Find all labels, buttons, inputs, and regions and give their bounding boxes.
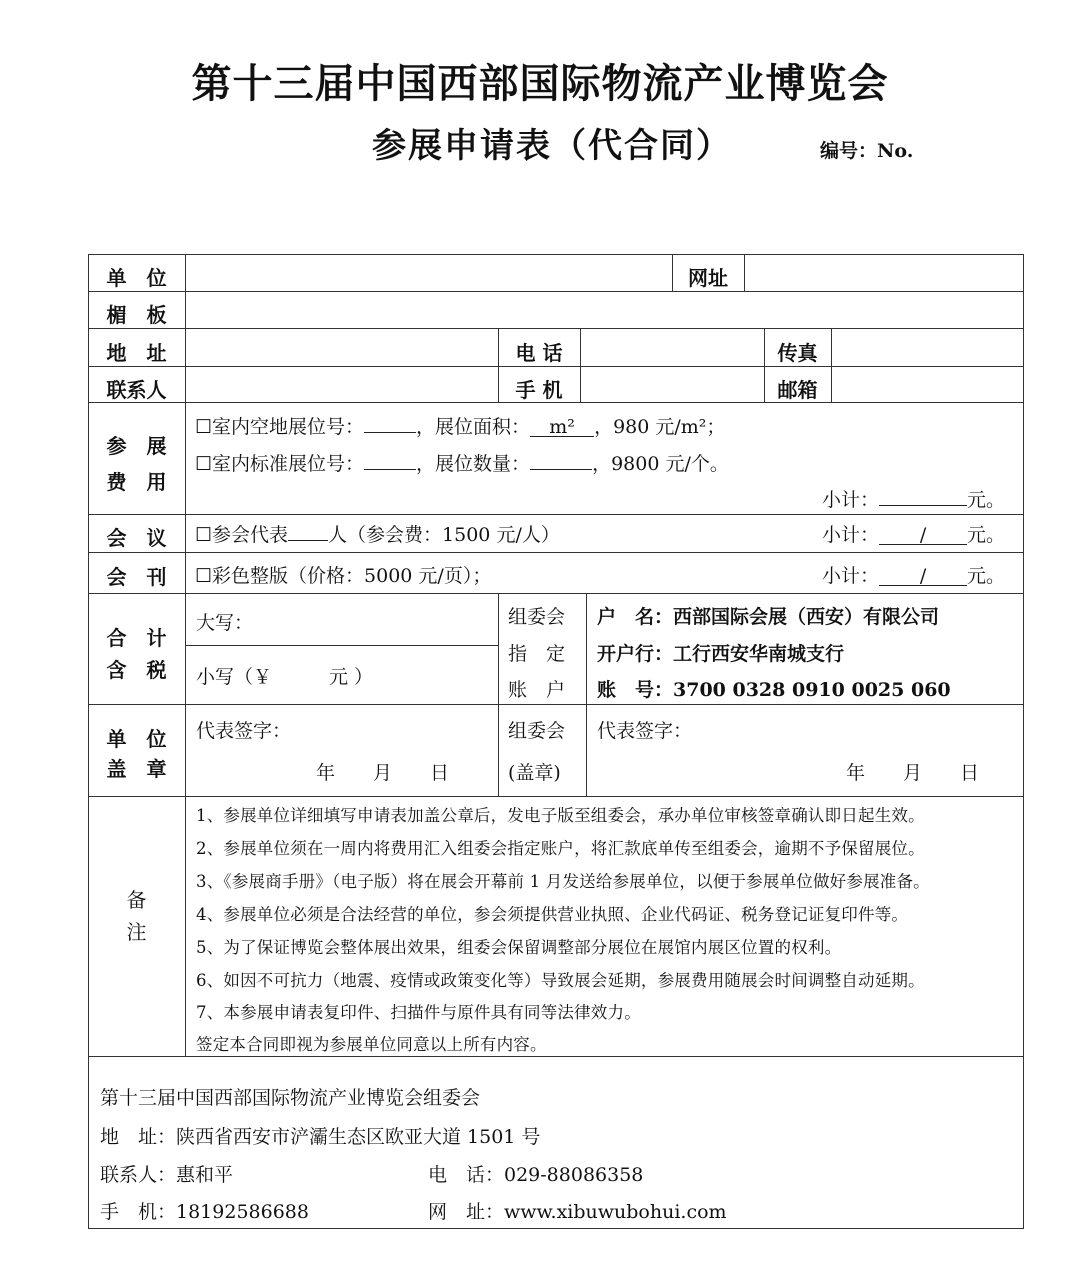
website-label: 网址 [688, 266, 728, 290]
footer-address: 地 址：陕西省西安市浐灞生态区欧亚大道 1501 号 [100, 1126, 541, 1148]
meeting-checkbox[interactable]: ☐参会代表 [195, 524, 289, 546]
remark-item: 5、为了保证博览会整体展出效果，组委会保留调整部分展位在展馆内展区位置的权利。 [196, 938, 842, 957]
address-field[interactable] [187, 330, 496, 364]
account-bank: 开户行：工行西安华南城支行 [597, 643, 845, 665]
lintel-field[interactable] [187, 293, 1021, 326]
indoor-space-booth-no[interactable] [364, 412, 416, 433]
phone-label: 电 话 [515, 341, 563, 365]
indoor-space-checkbox[interactable]: ☐室内空地展位号： [195, 416, 365, 438]
meeting-label: 会 议 [106, 526, 167, 550]
footer-phone: 电 话：029-88086358 [428, 1164, 644, 1186]
footer-organizer: 第十三届中国西部国际物流产业博览会组委会 [100, 1087, 481, 1109]
remark-item: 3、《参展商手册》（电子版）将在展会开幕前 1 月发送给参展单位，以便于参展单位做好参展准备。 [196, 872, 930, 891]
total-label-line2: 含 税 [106, 658, 167, 682]
contact-label: 联系人 [106, 378, 167, 402]
remark-item: 7、本参展申请表复印件、扫描件与原件具有同等法律效力。 [196, 1003, 641, 1022]
remark-item: 4、参展单位必须是合法经营的单位，参会须提供营业执照、企业代码证、税务登记证复印件等。 [196, 905, 909, 924]
meeting-line: ☐参会代表 人（参会费：1500 元/人） [195, 520, 560, 547]
unit-label: 单 位 [106, 266, 167, 290]
committee-sign-date: 年 月 日 [846, 762, 980, 784]
indoor-space-line: ☐室内空地展位号： ，展位面积： m² ，980 元/m²； [195, 412, 725, 439]
contact-field[interactable] [187, 368, 496, 400]
email-label: 邮箱 [777, 378, 818, 402]
journal-subtotal-field[interactable]: / [879, 565, 967, 586]
mobile-field[interactable] [582, 368, 762, 400]
serial-number-label: 编号：No. [820, 140, 914, 162]
mobile-label: 手 机 [515, 378, 563, 402]
remarks-label-line2: 注 [126, 920, 147, 944]
remark-item: 签定本合同即视为参展单位同意以上所有内容。 [196, 1035, 547, 1054]
footer-mobile: 手 机：18192586688 [100, 1201, 309, 1223]
committee-rep-signature: 代表签字： [597, 720, 693, 742]
remark-item: 6、如因不可抗力（地震、疫情或政策变化等）导致展会延期，参展费用随展会时间调整自动延期。 [196, 971, 925, 990]
lintel-label: 楣 板 [106, 303, 167, 327]
footer-website[interactable]: 网 址：www.xibuwubohui.com [428, 1201, 727, 1223]
website-field[interactable] [746, 256, 1021, 289]
fee-subtotal-field[interactable] [879, 485, 967, 506]
committee-seal-label-2: (盖章) [508, 762, 561, 784]
fee-subtotal: 小计： 元。 [822, 485, 1005, 512]
total-label-line1: 合 计 [106, 626, 167, 650]
form-subtitle: 参展申请表（代合同） [372, 126, 732, 166]
indoor-std-count[interactable] [530, 449, 592, 470]
indoor-std-booth-no[interactable] [364, 449, 416, 470]
indoor-std-line: ☐室内标准展位号： ，展位数量： ，9800 元/个。 [195, 449, 729, 476]
committee-account-label-2: 指 定 [508, 643, 566, 665]
committee-account-label-1: 组委会 [508, 606, 566, 628]
form-title: 第十三届中国西部国际物流产业博览会 [191, 60, 889, 107]
account-number: 账 号：3700 0328 0910 0025 060 [597, 679, 951, 701]
remark-item: 1、参展单位详细填写申请表加盖公章后，发电子版至组委会，承办单位审核签章确认即日起生效。 [196, 806, 925, 825]
fax-field[interactable] [833, 330, 1021, 364]
seal-label-line1: 单 位 [106, 727, 167, 751]
remarks-label-line1: 备 [126, 888, 147, 912]
total-upper-field[interactable]: 大写： [196, 612, 254, 634]
meeting-count[interactable] [288, 520, 328, 541]
fax-label: 传真 [777, 341, 818, 365]
indoor-space-area[interactable]: m² [530, 416, 594, 437]
rep-signature-field[interactable]: 代表签字： [196, 720, 292, 742]
address-label: 地 址 [106, 341, 167, 365]
unit-field[interactable] [187, 256, 670, 289]
journal-label: 会 刊 [106, 565, 167, 589]
indoor-std-checkbox[interactable]: ☐室内标准展位号： [195, 453, 365, 475]
fee-label-line1: 参 展 [106, 434, 167, 458]
total-lower-field[interactable]: 小写（￥ 元 ） [196, 666, 374, 688]
meeting-subtotal-field[interactable]: / [879, 524, 967, 545]
journal-checkbox[interactable]: ☐彩色整版（价格：5000 元/页）； [195, 565, 492, 587]
meeting-subtotal: 小计： / 元。 [822, 524, 1006, 546]
committee-account-label-3: 账 户 [508, 679, 566, 701]
seal-label-line2: 盖 章 [106, 757, 167, 781]
committee-seal-label-1: 组委会 [508, 720, 566, 742]
footer-contact: 联系人：惠和平 [100, 1164, 234, 1186]
email-field[interactable] [833, 368, 1021, 400]
remark-item: 2、参展单位须在一周内将费用汇入组委会指定账户，将汇款底单传至组委会，逾期不予保留展位。 [196, 839, 925, 858]
phone-field[interactable] [582, 330, 762, 364]
journal-subtotal: 小计： / 元。 [822, 565, 1006, 587]
fee-label-line2: 费 用 [106, 470, 167, 494]
rep-sign-date[interactable]: 年 月 日 [316, 762, 450, 784]
account-name: 户 名：西部国际会展（西安）有限公司 [597, 606, 940, 628]
